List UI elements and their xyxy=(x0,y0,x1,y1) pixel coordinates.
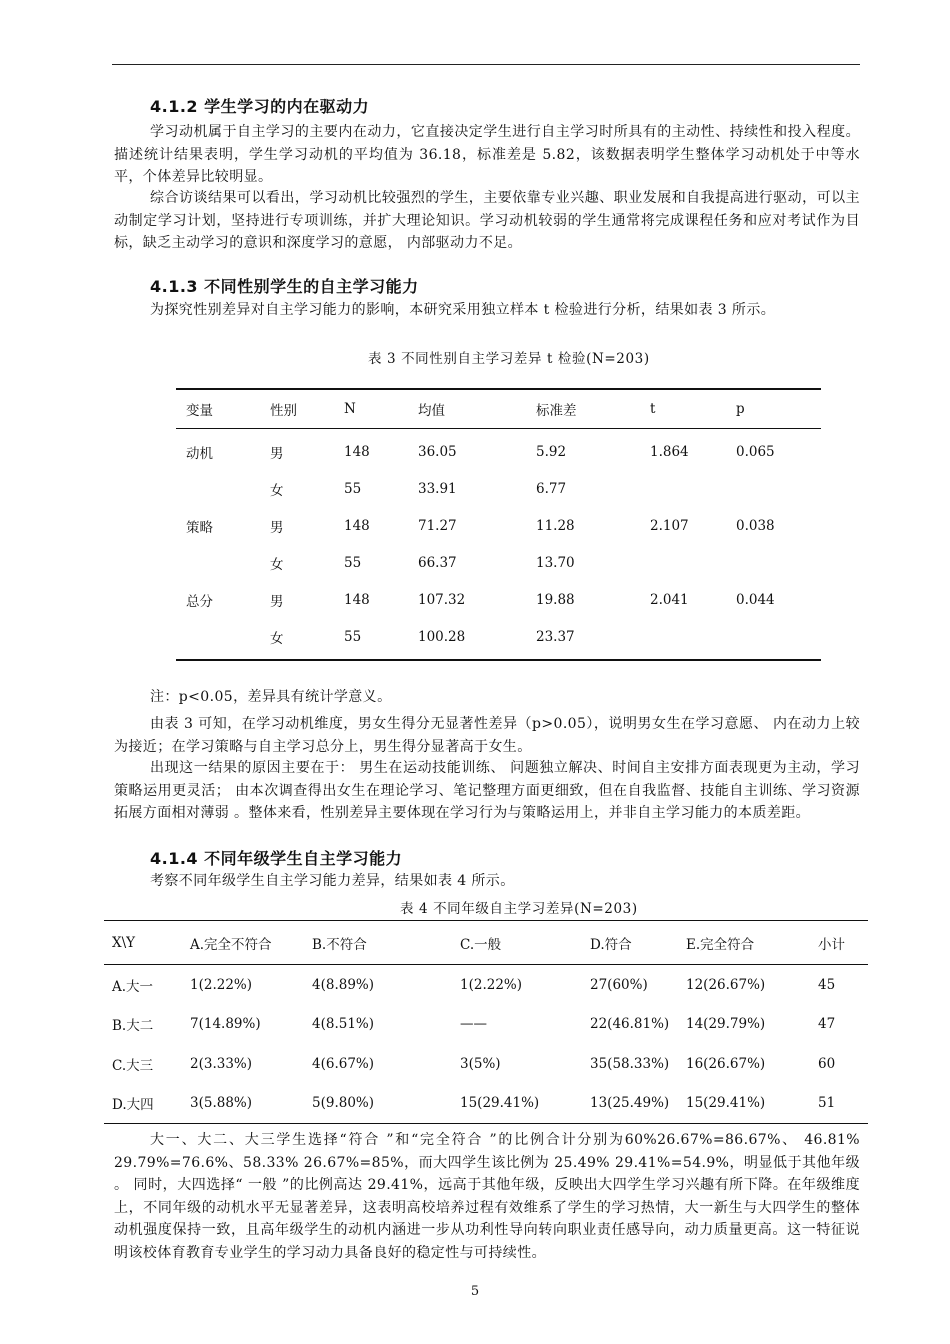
table4-cell: 4(6.67%) xyxy=(312,1055,375,1072)
table3-cell: 13.70 xyxy=(536,554,575,571)
table3-cell: 33.91 xyxy=(418,480,457,497)
table4-header-cell: D.符合 xyxy=(582,921,678,965)
table3-caption: 表 3 不同性别自主学习差异 t 检验(N=203) xyxy=(368,351,650,367)
table4-caption: 表 4 不同年级自主学习差异(N=203) xyxy=(400,901,638,917)
table3-cell: 100.28 xyxy=(418,628,466,645)
table-row xyxy=(176,470,821,507)
table3-cell: 71.27 xyxy=(418,517,457,534)
table3-cell: 0.038 xyxy=(736,517,775,534)
table4-header-cell: A.完全不符合 xyxy=(182,921,304,965)
table3-cell: 女 xyxy=(270,482,284,499)
table4-cell: 47 xyxy=(818,1016,836,1033)
table3-cell: 总分 xyxy=(186,593,213,610)
heading-4-1-2: 4.1.2 学生学习的内在驱动力 xyxy=(150,97,370,116)
table4-cell: 3(5.88%) xyxy=(190,1095,253,1112)
table4-cell: 7(14.89%) xyxy=(190,1016,261,1033)
table3-cell: 策略 xyxy=(186,519,213,536)
paragraph-grade-analysis: 大一、大二、大三学生选择“符合 ”和“完全符合 ”的比例合计分别为60%26.67%=86.67%、 46.81% 29.79%=76.6%、58.33% 26.67%=85%，而大四学生该比例为 25.49% 29.41%=54.9%，明显低于其他年级 。 同时，大四选择“ 一般 ”的比例高达 29.41%，远高于其他年级，反映出大四学生学习兴趣有所下降。在年级维度上，不同年级的动机水平无显著差异，这表明高校培养过程有效维系了学生的学习热情，大一新生与大四学生的整体动机强度保持一致，且高年级学生的动机内涵进一步从功利性导向转向职业责任感导向，动力质量更高。这一特征说明该校体育教育专业学生的学习动力具备良好的稳定性与可持续性。 xyxy=(114,1132,860,1261)
table3-cell: 23.37 xyxy=(536,628,575,645)
table4-header-cell: E.完全符合 xyxy=(678,921,810,965)
paragraph-table3-analysis: 由表 3 可知，在学习动机维度，男女生得分无显著性差异（p>0.05），说明男女生在学习意愿、 内在动力上较为接近；在学习策略与自主学习总分上，男生得分显著高于女生。 xyxy=(114,716,860,755)
table-row xyxy=(176,618,821,660)
table3-cell: 男 xyxy=(270,519,284,536)
table4-cell: 12(26.67%) xyxy=(686,976,766,993)
table4-header-cell: C.一般 xyxy=(452,921,582,965)
table-gender-t-test xyxy=(176,388,821,661)
paragraph-motivation-stats: 学习动机属于自主学习的主要内在动力，它直接决定学生进行自主学习时所具有的主动性、持续性和投入程度。描述统计结果表明，学生学习动机的平均值为 36.18，标准差是 5.82，该数据表明学生整体学习动机处于中等水平，个体差异比较明显。 xyxy=(114,124,860,185)
table3-header-cell: t xyxy=(640,389,726,429)
table4-cell: 5(9.80%) xyxy=(312,1095,375,1112)
table4-header-cell: X\Y xyxy=(104,921,182,965)
table3-cell: 2.107 xyxy=(650,517,689,534)
table3-header-cell: N xyxy=(334,389,408,429)
table4-cell: 13(25.49%) xyxy=(590,1095,670,1112)
table4-cell: 1(2.22%) xyxy=(190,976,253,993)
table3-cell: 5.92 xyxy=(536,443,567,460)
table3-cell: 55 xyxy=(344,554,362,571)
table4-cell: 3(5%) xyxy=(460,1055,501,1072)
table4-header-row xyxy=(104,921,868,965)
table4-cell: 15(29.41%) xyxy=(686,1095,766,1112)
table3-note: 注：p<0.05，差异具有统计学意义。 xyxy=(150,689,392,705)
table3-cell xyxy=(176,544,260,581)
table4-cell: 35(58.33%) xyxy=(590,1055,670,1072)
table3-header-row xyxy=(176,389,821,429)
table4-cell: 22(46.81%) xyxy=(590,1016,670,1033)
table-row xyxy=(176,507,821,544)
table-row xyxy=(176,544,821,581)
table3-cell: 男 xyxy=(270,593,284,610)
heading-4-1-4: 4.1.4 不同年级学生自主学习能力 xyxy=(150,849,403,868)
table3-cell: 55 xyxy=(344,628,362,645)
table3-header-cell: 标准差 xyxy=(526,389,640,429)
paragraph-gender-intro: 为探究性别差异对自主学习能力的影响，本研究采用独立样本 t 检验进行分析，结果如表 3 所示。 xyxy=(150,302,776,318)
table4-cell: 1(2.22%) xyxy=(460,976,523,993)
table3-cell xyxy=(640,618,726,660)
table3-cell xyxy=(640,544,726,581)
table3-header-cell: 性别 xyxy=(260,389,334,429)
table-row xyxy=(176,581,821,618)
table-row xyxy=(104,1005,868,1045)
paragraph-gender-reasons: 出现这一结果的原因主要在于： 男生在运动技能训练、 问题独立解决、时间自主安排方面表现更为主动，学习策略运用更灵活； 由本次调查得出女生在理论学习、笔记整理方面更细致，但在自我监督、技能自主训练、学习资源拓展方面相对薄弱 。整体来看，性别差异主要体现在学习行为与策略运用上，并非自主学习能力的本质差距。 xyxy=(114,760,860,821)
table3-cell: 0.065 xyxy=(736,443,775,460)
table3-cell: 女 xyxy=(270,556,284,573)
table4-cell: 14(29.79%) xyxy=(686,1016,766,1033)
table4-header-cell: 小计 xyxy=(810,921,868,965)
table4-cell: 45 xyxy=(818,976,836,993)
table3-cell: 男 xyxy=(270,445,284,462)
table-row xyxy=(104,1084,868,1124)
table4-cell: 2(3.33%) xyxy=(190,1055,253,1072)
table3-cell: 107.32 xyxy=(418,591,466,608)
table3-cell: 女 xyxy=(270,630,284,647)
table4-cell: C.大三 xyxy=(112,1057,154,1074)
table3-cell: 2.041 xyxy=(650,591,689,608)
paragraph-interview-results: 综合访谈结果可以看出，学习动机比较强烈的学生，主要依靠专业兴趣、职业发展和自我提高进行驱动，可以主动制定学习计划，坚持进行专项训练，并扩大理论知识。学习动机较弱的学生通常将完成课程任务和应对考试作为目标，缺乏主动学习的意识和深度学习的意愿， 内部驱动力不足。 xyxy=(114,190,860,251)
table3-cell: 11.28 xyxy=(536,517,575,534)
table3-cell: 19.88 xyxy=(536,591,575,608)
table3-header-cell: 均值 xyxy=(408,389,526,429)
table3-cell: 0.044 xyxy=(736,591,775,608)
table3-cell: 6.77 xyxy=(536,480,567,497)
table4-cell: 4(8.89%) xyxy=(312,976,375,993)
table3-cell: 55 xyxy=(344,480,362,497)
table3-cell: 动机 xyxy=(186,445,213,462)
table3-cell xyxy=(176,470,260,507)
table3-header-cell: 变量 xyxy=(176,389,260,429)
table3-cell: 148 xyxy=(344,517,370,534)
table4-cell: —— xyxy=(460,1016,487,1033)
table3-cell xyxy=(640,470,726,507)
table3-cell xyxy=(726,470,821,507)
heading-4-1-3: 4.1.3 不同性别学生的自主学习能力 xyxy=(150,277,419,296)
table4-cell: 60 xyxy=(818,1055,836,1072)
table4-cell: 16(26.67%) xyxy=(686,1055,766,1072)
table-row xyxy=(176,429,821,471)
table3-cell xyxy=(726,618,821,660)
table3-header-cell: p xyxy=(726,389,821,429)
table3-cell: 66.37 xyxy=(418,554,457,571)
table4-cell: A.大一 xyxy=(112,978,154,995)
header-rule xyxy=(112,64,860,65)
table3-cell: 148 xyxy=(344,443,370,460)
table-row xyxy=(104,965,868,1005)
paragraph-grade-intro: 考察不同年级学生自主学习能力差异，结果如表 4 所示。 xyxy=(150,873,515,889)
table3-cell: 36.05 xyxy=(418,443,457,460)
table4-cell: 51 xyxy=(818,1095,836,1112)
table4-cell: B.大二 xyxy=(112,1018,154,1035)
table3-cell xyxy=(176,618,260,660)
table4-cell: 4(8.51%) xyxy=(312,1016,375,1033)
table4-cell: D.大四 xyxy=(112,1097,154,1114)
table3-cell: 1.864 xyxy=(650,443,689,460)
page-number: 5 xyxy=(470,1284,480,1299)
table4-cell: 15(29.41%) xyxy=(460,1095,540,1112)
table3-cell: 148 xyxy=(344,591,370,608)
table4-header-cell: B.不符合 xyxy=(304,921,452,965)
table-grade-differences xyxy=(104,920,868,1124)
table3-cell xyxy=(726,544,821,581)
table-row xyxy=(104,1044,868,1084)
table4-cell: 27(60%) xyxy=(590,976,648,993)
